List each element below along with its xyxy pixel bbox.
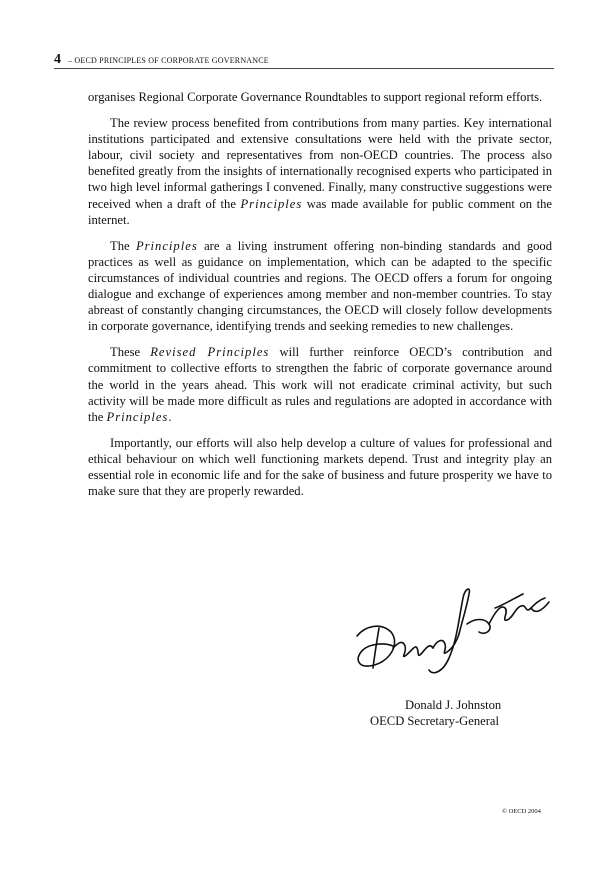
paragraph-4: These Revised Principles will further reinforce OECD’s contribution and commitment to collective efforts to strengthen the fabric of corporate governance around the world in the years ahead. This work will not eradicate criminal activity, but such activity will be made more difficult as rules and regulations are adopted in accordance with the Principles. (88, 345, 553, 424)
document-body (88, 89, 552, 509)
handwritten-signature (345, 578, 555, 683)
paragraph-5: Importantly, our efforts will also help develop a culture of values for professional and ethical behaviour on which well functioning markets depend. Trust and integrity play an essential role in economic life and for the sake of business and future prosperity we have to make sure that they are properly rewarded. (88, 435, 552, 499)
signatory-title: OECD Secretary-General (370, 714, 500, 728)
paragraph-3: The Principles are a living instrument offering non-binding standards and good practices as well as guidance on implementation, which can be adapted to the specific circumstances of individual countries and regions. The OECD offers a forum for ongoing dialogue and exchange of experiences among member and non-member countries. To stay abreast of constantly changing circumstances, the OECD will closely follow developments in corporate governance, identifying trends and seeking remedies to new challenges. (88, 238, 553, 334)
paragraph-1: organises Regional Corporate Governance Roundtables to support regional reform efforts. (88, 90, 543, 104)
signatory-name: Donald J. Johnston (405, 698, 502, 712)
copyright-notice: © OECD 2004 (502, 808, 541, 815)
running-title: – OECD PRINCIPLES OF CORPORATE GOVERNANCE (68, 56, 269, 65)
running-header (54, 52, 554, 69)
page-number: 4 (54, 52, 61, 67)
paragraph-2: The review process benefited from contributions from many parties. Key international institutions participated and extensive consultations were held with the private sector, labour, civil society and representatives from non-OECD countries. The process also benefited greatly from the insights of internationally recognised experts who participated in two high level informal gatherings I convened. Finally, many constructive suggestions were received when a draft of the Principles was made available for public comment on the internet. (88, 116, 552, 227)
